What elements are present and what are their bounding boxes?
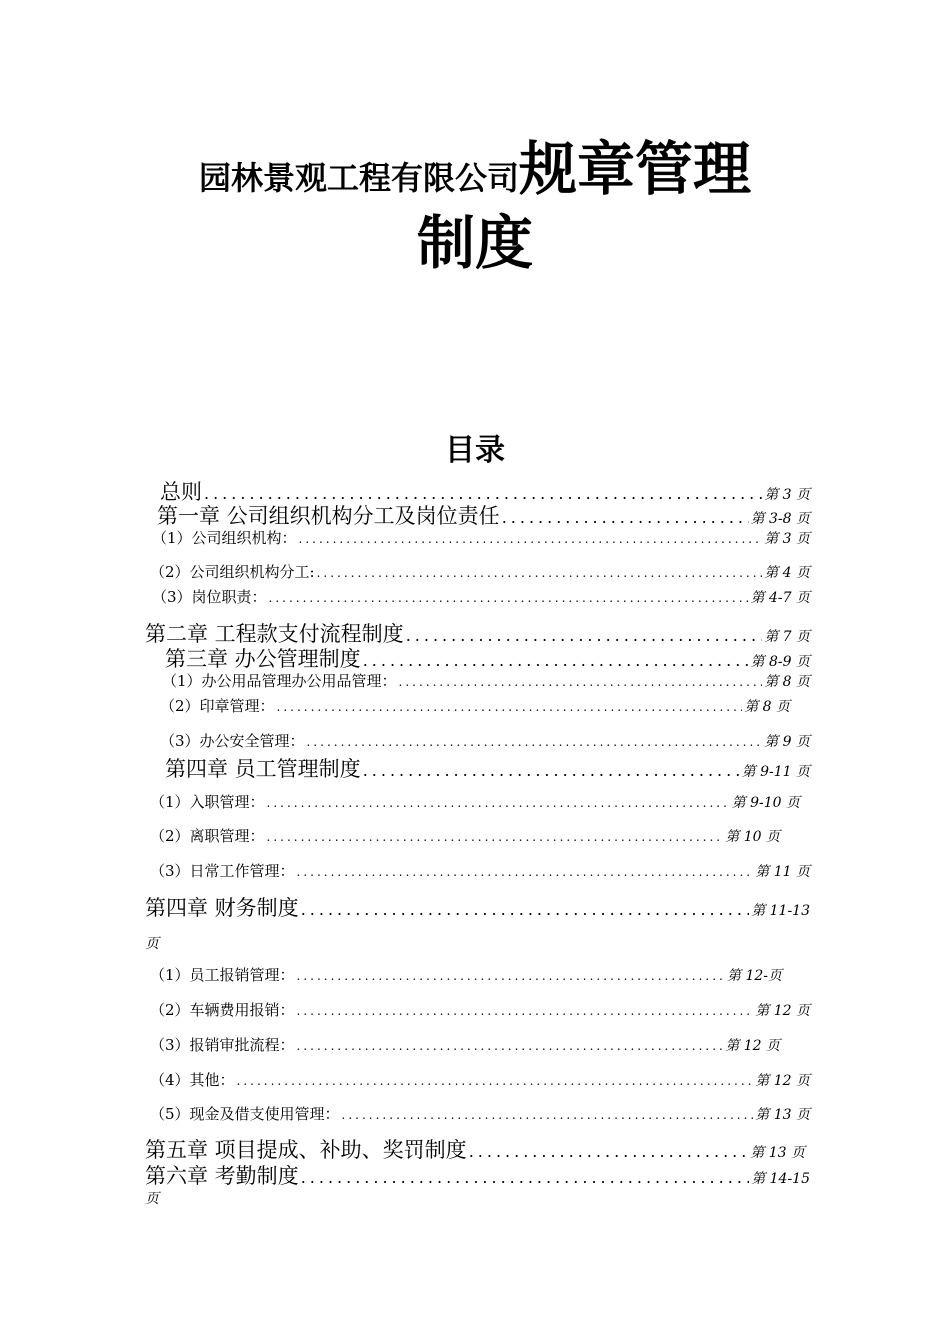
toc-heading: 目录 (445, 433, 505, 468)
document-title (0, 122, 950, 206)
toc-entry: （5）现金及借支使用管理： ..... 第 13 页 (150, 1103, 810, 1124)
toc-entry: 第二章 工程款支付流程制度 ..... 第 7 页 (145, 618, 810, 648)
toc-entry: （1）员工报销管理： ..... 第 12-页 (150, 964, 782, 985)
toc-entry: 第一章 公司组织机构分工及岗位责任 ..... 第 3-8 页 (157, 500, 810, 530)
toc-entry-continuation: 页 (145, 1191, 159, 1207)
toc-entry: （2）离职管理： ..... 第 10 页 (150, 825, 780, 846)
toc-entry: （4）其他： ..... 第 12 页 (150, 1069, 810, 1090)
title-main: 规章管理 (519, 135, 752, 203)
toc-entry: （1）入职管理： ..... 第 9-10 页 (150, 791, 800, 812)
toc-entry: （3）办公安全管理： ..... 第 9 页 (160, 730, 810, 751)
title-prefix: 园林景观工程有限公司 (198, 159, 519, 197)
toc-entry: 第五章 项目提成、补助、奖罚制度 ..... 第 13 页 (145, 1134, 805, 1164)
toc-entry: 总则 ..... 第 3 页 (160, 476, 810, 506)
document-title-line2: 制度 (416, 209, 533, 277)
toc-entry: （3）日常工作管理： ..... 第 11 页 (150, 860, 810, 881)
toc-entry: 第三章 办公管理制度 ..... 第 8-9 页 (165, 643, 810, 673)
toc-entry: （2）车辆费用报销： ..... 第 12 页 (150, 999, 810, 1020)
toc-entry: （2）印章管理： ..... 第 8 页 (160, 695, 790, 716)
toc-entry: 第四章 员工管理制度 ..... 第 9-11 页 (165, 753, 810, 783)
toc-entry: （1）公司组织机构： ..... 第 3 页 (152, 527, 810, 548)
toc-entry: （2）公司组织机构分工: ..... 第 4 页 (150, 561, 810, 582)
toc-entry: 第四章 财务制度 ..... 第 11-13 (145, 892, 810, 922)
toc-entry: （3）报销审批流程： ..... 第 12 页 (150, 1034, 780, 1055)
toc-entry: （3）岗位职责： ..... 第 4-7 页 (152, 586, 810, 607)
toc-entry: （1）办公用品管理办公用品管理： ..... 第 8 页 (162, 670, 810, 691)
toc-entry-continuation: 页 (145, 936, 159, 952)
toc-entry: 第六章 考勤制度 ..... 第 14-15 (145, 1160, 810, 1190)
